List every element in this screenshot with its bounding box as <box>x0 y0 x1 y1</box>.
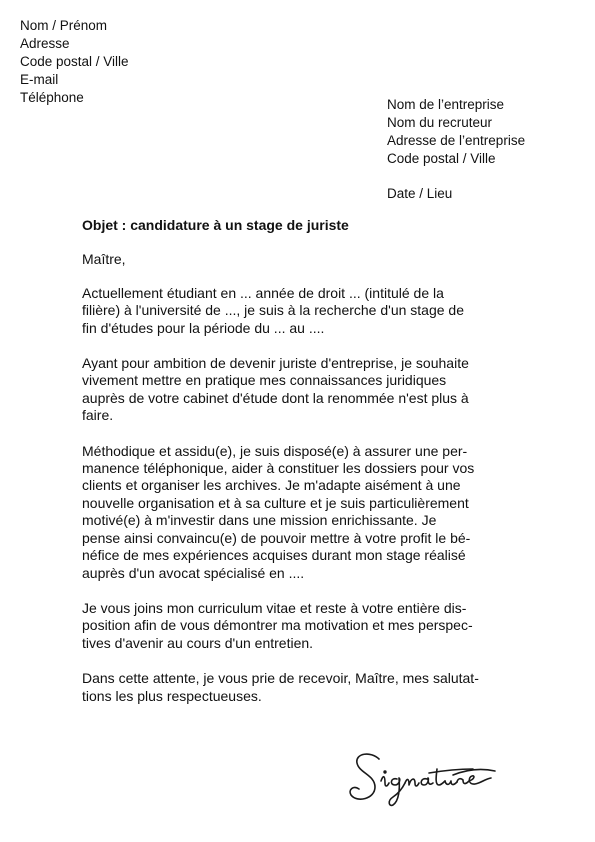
paragraph-cv <box>82 600 522 652</box>
sender-address: Adresse <box>20 36 70 51</box>
paragraph-line: Ayant pour ambition de devenir juriste d'entreprise, je souhaite <box>82 355 469 372</box>
recipient-address: Adresse de l’entreprise <box>387 133 526 148</box>
paragraph-line: Méthodique et assidu(e), je suis disposé(e) à assurer une per- <box>82 442 468 459</box>
recipient-postal-city: Code postal / Ville <box>387 151 496 166</box>
paragraph-line: clients et organiser les archives. Je m'adapte aisément à une <box>82 477 461 494</box>
paragraph-line: fin d'études pour la période du ... au .... <box>82 319 325 336</box>
paragraph-line: tives d'avenir au cours d'un entretien. <box>82 634 314 651</box>
paragraph-line: manence téléphonique, aider à constituer les dossiers pour vos <box>82 460 475 477</box>
paragraph-line: auprès de votre cabinet d'étude dont la renommée n'est plus à <box>82 389 469 406</box>
recipient-company: Nom de l’entreprise <box>387 97 505 112</box>
paragraph-line: pense ainsi convaincu(e) de pouvoir mettre à votre profit le bé- <box>82 529 471 546</box>
paragraph-line: Je vous joins mon curriculum vitae et reste à votre entière dis- <box>82 599 467 616</box>
sender-phone: Téléphone <box>20 90 84 105</box>
paragraph-skills <box>82 443 522 582</box>
paragraph-line: auprès d'un avocat spécialisé en .... <box>82 564 305 581</box>
sender-email: E-mail <box>20 72 59 87</box>
paragraph-line: néfice de mes expériences acquises durant mon stage réalisé <box>82 547 466 564</box>
letter-subject: Objet : candidature à un stage de juriste <box>82 217 349 233</box>
paragraph-line: Dans cette attente, je vous prie de recevoir, Maître, mes salutat- <box>82 670 479 687</box>
paragraph-line: filière) à l'université de ..., je suis à la recherche d'un stage de <box>82 302 464 319</box>
recipient-recruiter: Nom du recruteur <box>387 115 493 130</box>
sender-name: Nom / Prénom <box>20 18 108 33</box>
paragraph-line: Actuellement étudiant en ... année de droit ... (intitulé de la <box>82 284 444 301</box>
letter-salutation: Maître, <box>82 251 126 268</box>
paragraph-closing <box>82 670 522 705</box>
signature-drawing <box>345 745 505 815</box>
sender-postal-city: Code postal / Ville <box>20 54 129 69</box>
paragraph-line: faire. <box>82 407 114 424</box>
date-place: Date / Lieu <box>387 186 453 201</box>
paragraph-line: tions les plus respectueuses. <box>82 687 262 704</box>
letter-body <box>82 217 522 723</box>
paragraph-line: position afin de vous démontrer ma motivation et mes perspec- <box>82 617 473 634</box>
paragraph-line: vivement mettre en pratique mes connaissances juridiques <box>82 372 447 389</box>
paragraph-line: nouvelle organisation et à sa culture et je suis particulièrement <box>82 494 469 511</box>
paragraph-ambition <box>82 355 522 425</box>
handwritten-signature <box>345 745 505 815</box>
recipient-block <box>387 96 525 168</box>
paragraph-line: motivé(e) à m'investir dans une mission enrichissante. Je <box>82 512 437 529</box>
sender-block <box>20 17 129 107</box>
paragraph-intro <box>82 285 522 337</box>
